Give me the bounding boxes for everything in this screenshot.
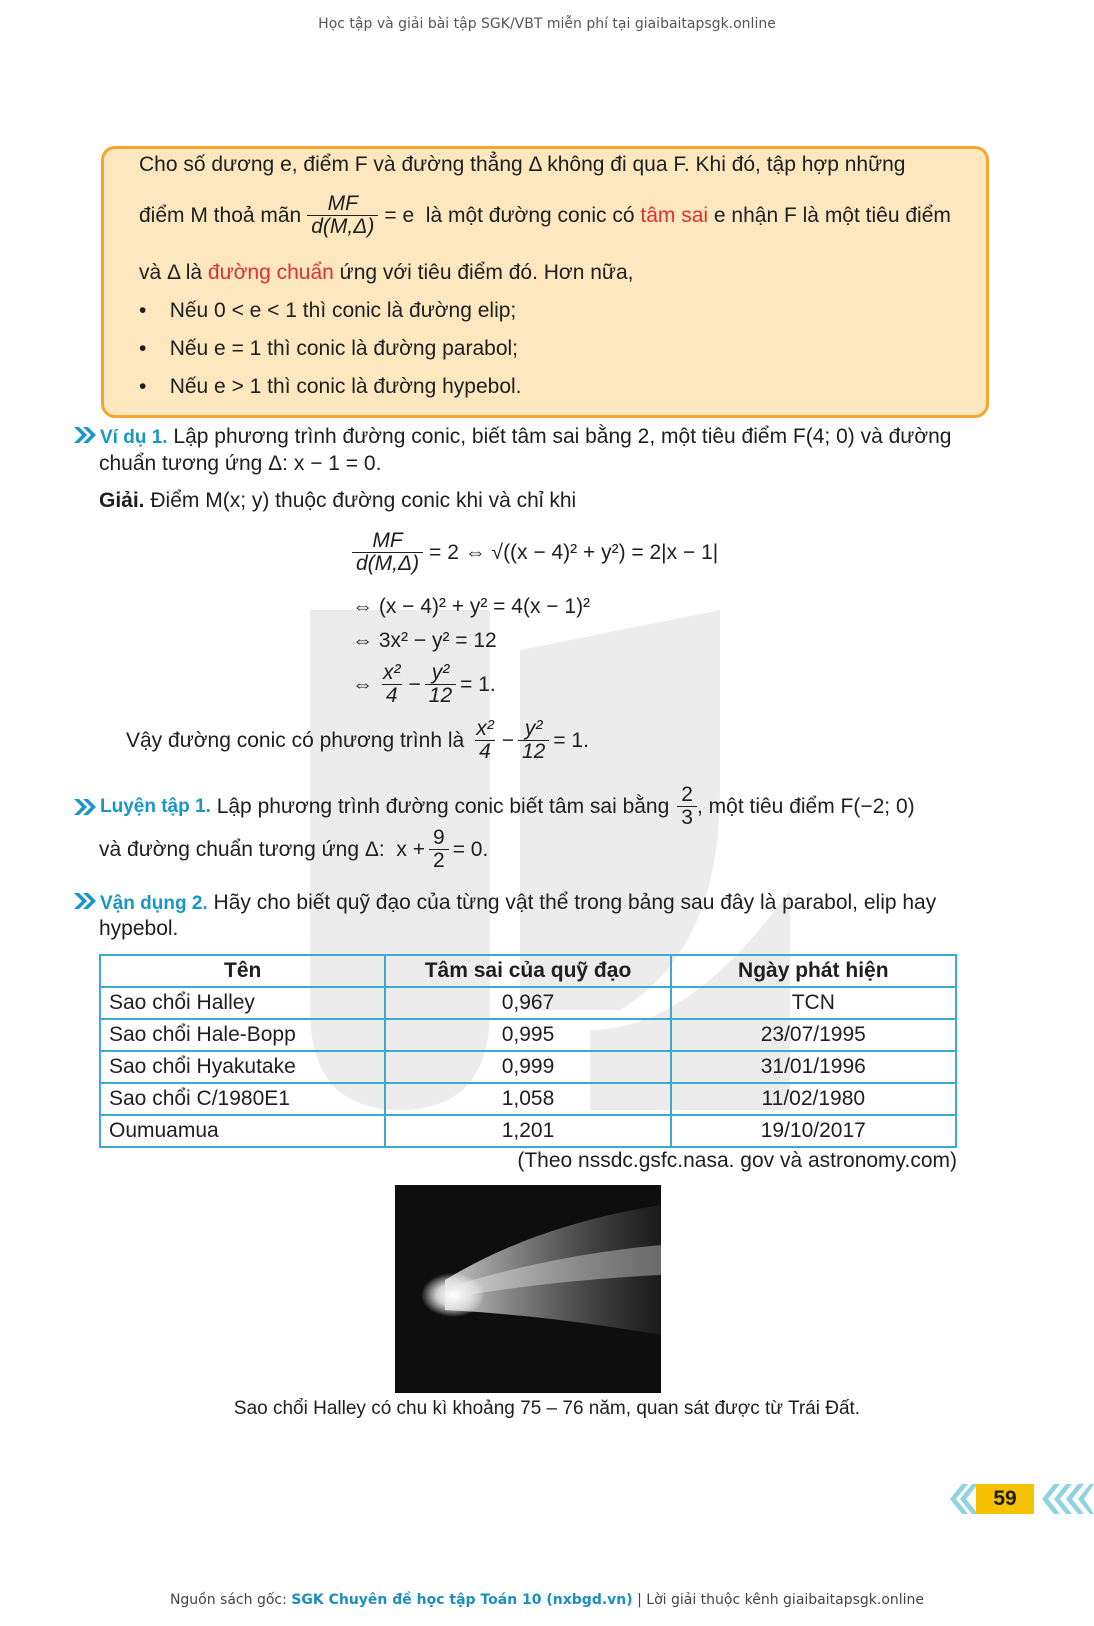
solution-label: Giải.: [99, 489, 145, 512]
fraction-denominator: 3: [677, 806, 697, 829]
cell-eccentricity: 0,995: [385, 1019, 670, 1051]
cell-date: 23/07/1995: [671, 1019, 956, 1051]
practice-text: = 0.: [452, 837, 489, 861]
equation-text: = 1.: [460, 672, 496, 696]
fraction-x: [379, 662, 405, 707]
equation-text: ⇔: [352, 672, 373, 696]
definition-text: = e là một đường conic có: [384, 203, 641, 227]
example-line-1: [72, 424, 951, 451]
fraction-numerator: MF: [372, 529, 403, 552]
cell-eccentricity: 1,058: [385, 1083, 670, 1115]
example-line-2: chuẩn tương ứng Δ: x − 1 = 0.: [99, 452, 382, 475]
page-number: 59: [993, 1487, 1017, 1510]
fraction-numerator: x²: [476, 717, 494, 740]
practice-line-2: [99, 827, 488, 872]
table-header-row: [100, 955, 956, 987]
apply-label: Vận dụng 2.: [100, 893, 208, 914]
apply-line-2: hypebol.: [99, 917, 179, 940]
comet-table: [99, 954, 957, 1148]
fraction-numerator: 9: [433, 826, 445, 849]
conclusion-line: [126, 718, 589, 763]
fraction-two-thirds: [677, 784, 697, 829]
practice-line-1: [72, 784, 915, 829]
fraction-numerator: x²: [383, 661, 401, 684]
page-footer: [0, 1592, 1094, 1608]
cell-name: Sao chổi Hale-Bopp: [100, 1019, 385, 1051]
equation-text: = 1.: [553, 728, 589, 752]
double-chevron-icon: [72, 797, 98, 817]
conclusion-text: Vậy đường conic có phương trình là: [126, 728, 465, 752]
image-caption: Sao chổi Halley có chu kì khoảng 75 – 76 năm, quan sát được từ Trái Đất.: [233, 1398, 861, 1419]
fraction-y: [425, 662, 456, 707]
practice-text: và đường chuẩn tương ứng Δ: x +: [99, 837, 426, 861]
fraction-numerator: y²: [431, 661, 450, 684]
fraction-denominator: 4: [382, 684, 402, 707]
definition-text: e nhận F là một tiêu điểm: [708, 203, 951, 227]
definition-line-3: [139, 260, 633, 286]
ratio-fraction: [307, 193, 378, 238]
fraction-x: [472, 718, 498, 763]
table-row: [100, 987, 956, 1019]
table-row: [100, 1083, 956, 1115]
solution-text: Điểm M(x; y) thuộc đường conic khi và chỉ khi: [144, 489, 577, 512]
equation-1: [352, 530, 718, 575]
fraction-y: [518, 718, 549, 763]
practice-text: , một tiêu điểm F(−2; 0): [696, 794, 915, 818]
fraction-denominator: d(M,Δ): [307, 215, 378, 238]
fraction-numerator: MF: [327, 192, 358, 215]
footer-source-link[interactable]: SGK Chuyên đề học tập Toán 10 (nxbgd.vn): [291, 1592, 633, 1608]
column-header: Tâm sai của quỹ đạo: [385, 955, 670, 987]
cell-eccentricity: 0,967: [385, 987, 670, 1019]
bullet-text: Nếu e = 1 thì conic là đường parabol;: [169, 337, 518, 360]
equation-4: [352, 662, 496, 707]
fraction-numerator: y²: [524, 717, 543, 740]
double-chevron-icon: [72, 891, 98, 911]
definition-line-2: [139, 193, 951, 238]
bullet-item: • Nếu 0 < e < 1 thì conic là đường elip;: [139, 299, 517, 322]
footer-text: | Lời giải thuộc kênh giaibaitapsgk.online: [632, 1592, 925, 1608]
term-eccentricity: tâm sai: [640, 203, 709, 227]
definition-text: ứng với tiêu điểm đó. Hơn nữa,: [333, 261, 634, 284]
double-chevron-icon: [72, 425, 98, 445]
column-header: Ngày phát hiện: [671, 955, 956, 987]
table-row: [100, 1019, 956, 1051]
page-header: Học tập và giải bài tập SGK/VBT miễn phí tại giaibaitapsgk.online: [318, 16, 776, 32]
example-label: Ví dụ 1.: [100, 427, 168, 448]
definition-text: và Δ là: [139, 261, 208, 284]
equation-text: −: [408, 672, 421, 696]
practice-label: Luyện tập 1.: [100, 795, 211, 817]
table-row: [100, 1115, 956, 1147]
comet-photo: [395, 1185, 661, 1393]
fraction-nine-halves: [429, 827, 449, 872]
apply-line-1: [72, 890, 936, 917]
cell-eccentricity: 1,201: [385, 1115, 670, 1147]
fraction-denominator: 12: [518, 740, 549, 763]
table-row: [100, 1051, 956, 1083]
cell-name: Sao chổi Hyakutake: [100, 1051, 385, 1083]
fraction-denominator: 2: [429, 849, 449, 872]
equation-text: = 2 ⇔ √((x − 4)² + y²) = 2|x − 1|: [429, 540, 719, 564]
fraction-numerator: 2: [681, 783, 693, 806]
fraction-denominator: 4: [475, 740, 495, 763]
cell-name: Sao chổi C/1980E1: [100, 1083, 385, 1115]
practice-text: Lập phương trình đường conic biết tâm sai bằng: [210, 794, 670, 818]
definition-line-1: Cho số dương e, điểm F và đường thẳng Δ không đi qua F. Khi đó, tập hợp những: [139, 153, 906, 176]
bullet-text: Nếu 0 < e < 1 thì conic là đường elip;: [169, 299, 517, 322]
term-directrix: đường chuẩn: [207, 261, 334, 284]
solution-line: [99, 488, 576, 514]
equation-3: ⇔ 3x² − y² = 12: [352, 629, 497, 652]
cell-date: TCN: [671, 987, 956, 1019]
example-text: Lập phương trình đường conic, biết tâm sai bằng 2, một tiêu điểm F(4; 0) và đường: [167, 425, 952, 448]
column-header: Tên: [100, 955, 385, 987]
bullet-item: • Nếu e > 1 thì conic là đường hypebol.: [139, 375, 522, 398]
equation-text: −: [501, 728, 514, 752]
cell-date: 11/02/1980: [671, 1083, 956, 1115]
apply-text: Hãy cho biết quỹ đạo của từng vật thể trong bảng sau đây là parabol, elip hay: [207, 891, 937, 914]
equation-2: ⇔ (x − 4)² + y² = 4(x − 1)²: [352, 595, 591, 618]
fraction-denominator: d(M,Δ): [352, 552, 423, 575]
ratio-fraction: [352, 530, 423, 575]
cell-name: Sao chổi Halley: [100, 987, 385, 1019]
cell-date: 19/10/2017: [671, 1115, 956, 1147]
source-note: (Theo nssdc.gsfc.nasa. gov và astronomy.com): [517, 1149, 957, 1172]
bullet-text: Nếu e > 1 thì conic là đường hypebol.: [169, 375, 522, 398]
fraction-denominator: 12: [425, 684, 456, 707]
cell-date: 31/01/1996: [671, 1051, 956, 1083]
cell-name: Oumuamua: [100, 1115, 385, 1147]
bullet-item: • Nếu e = 1 thì conic là đường parabol;: [139, 337, 518, 360]
cell-eccentricity: 0,999: [385, 1051, 670, 1083]
footer-text: Nguồn sách gốc:: [169, 1592, 292, 1608]
definition-text: điểm M thoả mãn: [139, 203, 302, 227]
